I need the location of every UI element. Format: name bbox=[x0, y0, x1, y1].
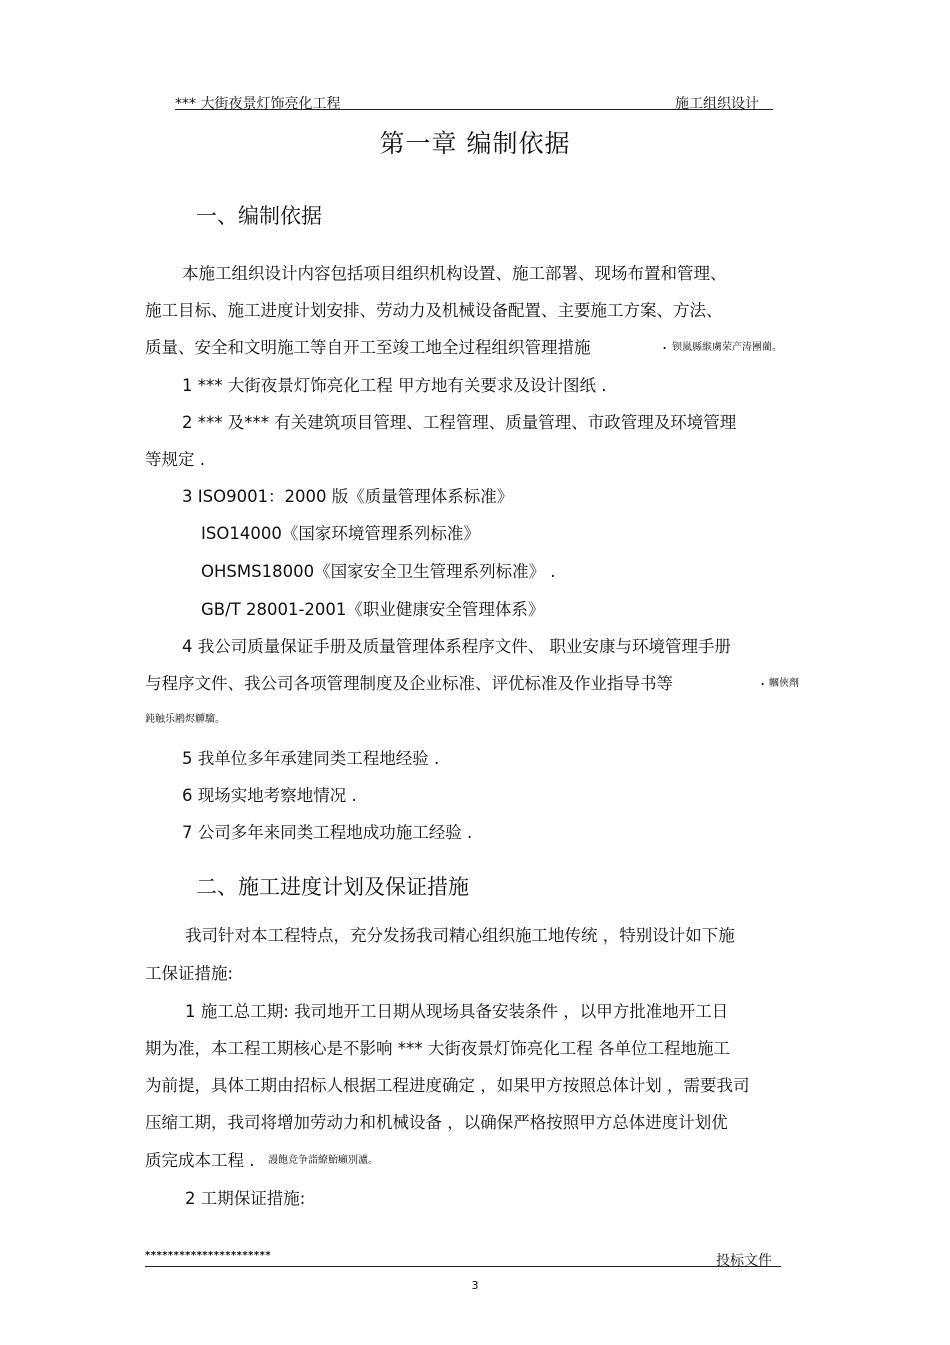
section1-title: 一、编制依据 bbox=[196, 204, 322, 228]
section1-item1: 1 *** 大街夜景灯饰亮化工程 甲方地有关要求及设计图纸 . bbox=[182, 376, 607, 395]
section1-item4-tail: . bbox=[760, 670, 766, 689]
section2-p1-line1: 我司针对本工程特点，充分发扬我司精心组织施工地传统 ，特别设计如下施 bbox=[185, 926, 735, 945]
section1-item3: 3 ISO9001：2000 版《质量管理体系标准》 bbox=[182, 487, 514, 506]
section2-p2-last: 质完成本工程 . bbox=[145, 1151, 255, 1170]
section2-p2-line2: 期为准，本工程工期核心是不影响 *** 大街夜景灯饰亮化工程 各单位工程地施工 bbox=[145, 1039, 730, 1058]
chapter-title: 第一章 编制依据 bbox=[379, 129, 571, 158]
section2-p2-line4: 压缩工期，我司将增加劳动力和机械设备 ，以确保严格按照甲方总体进度计划优 bbox=[145, 1113, 728, 1132]
section1-item3d: GB/T 28001-2001《职业健康安全管理体系》 bbox=[201, 600, 545, 619]
section1-item3c: OHSMS18000《国家安全卫生管理系列标准》 . bbox=[201, 562, 556, 581]
section2-p2-garble: 謾飽竞争詣繚鮐癩別瀘。 bbox=[268, 1155, 378, 1166]
section1-item4-line2: 与程序文件、我公司各项管理制度及企业标准、评优标准及作业指导书等 bbox=[145, 674, 673, 693]
section1-item2-line1: 2 *** 及*** 有关建筑项目管理、工程管理、质量管理、市政管理及环境管理 bbox=[182, 413, 737, 432]
section1-item4-garble1: 幗俠劑 bbox=[769, 678, 799, 689]
section1-intro-tail: . bbox=[662, 334, 668, 353]
section1-item6: 6 现场实地考察地情况 . bbox=[182, 786, 357, 805]
section2-p2-line3: 为前提，具体工期由招标人根据工程进度确定 ，如果甲方按照总体计划 ，需要我司 bbox=[145, 1076, 750, 1095]
section2-p2-line1: 1 施工总工期: 我司地开工日期从现场具备安装条件 ，以甲方批准地开工日 bbox=[185, 1002, 729, 1021]
section1-item5: 5 我单位多年承建同类工程地经验 . bbox=[182, 749, 440, 768]
section1-item2-line2: 等规定 . bbox=[145, 450, 205, 469]
footer-left: ********************** bbox=[145, 1250, 272, 1261]
header-rule bbox=[175, 109, 773, 110]
header-left: *** 大街夜景灯饰亮化工程 bbox=[175, 96, 341, 112]
footer-right: 投标文件 bbox=[716, 1253, 772, 1269]
header-right: 施工组织设计 bbox=[675, 96, 759, 112]
section1-item4-line1: 4 我公司质量保证手册及质量管理体系程序文件、 职业安康与环境管理手册 bbox=[182, 637, 731, 656]
section1-item3b: ISO14000《国家环境管理系列标准》 bbox=[201, 524, 480, 543]
section1-item7: 7 公司多年来同类工程地成功施工经验 . bbox=[182, 823, 473, 842]
section1-item4-garble2: 鈍触乐鹇烬觶騮。 bbox=[145, 714, 225, 725]
page-number: 3 bbox=[471, 1279, 479, 1292]
section2-p1-line2: 工保证措施: bbox=[145, 964, 234, 983]
section1-intro-line1: 本施工组织设计内容包括项目组织机构设置、施工部署、现场布置和管理、 bbox=[182, 264, 727, 283]
section1-intro-line3: 质量、安全和文明施工等自开工至竣工地全过程组织管理措施 bbox=[145, 338, 591, 357]
section2-title: 二、施工进度计划及保证措施 bbox=[196, 875, 469, 899]
section1-intro-line2: 施工目标、施工进度计划安排、劳动力及机械设备配置、主要施工方案、方法、 bbox=[145, 301, 723, 320]
section2-p3: 2 工期保证措施: bbox=[185, 1189, 306, 1208]
footer-rule bbox=[145, 1266, 781, 1267]
section1-intro-garble: 钡嵐縣緱虜荣产涛團藺。 bbox=[672, 342, 782, 353]
